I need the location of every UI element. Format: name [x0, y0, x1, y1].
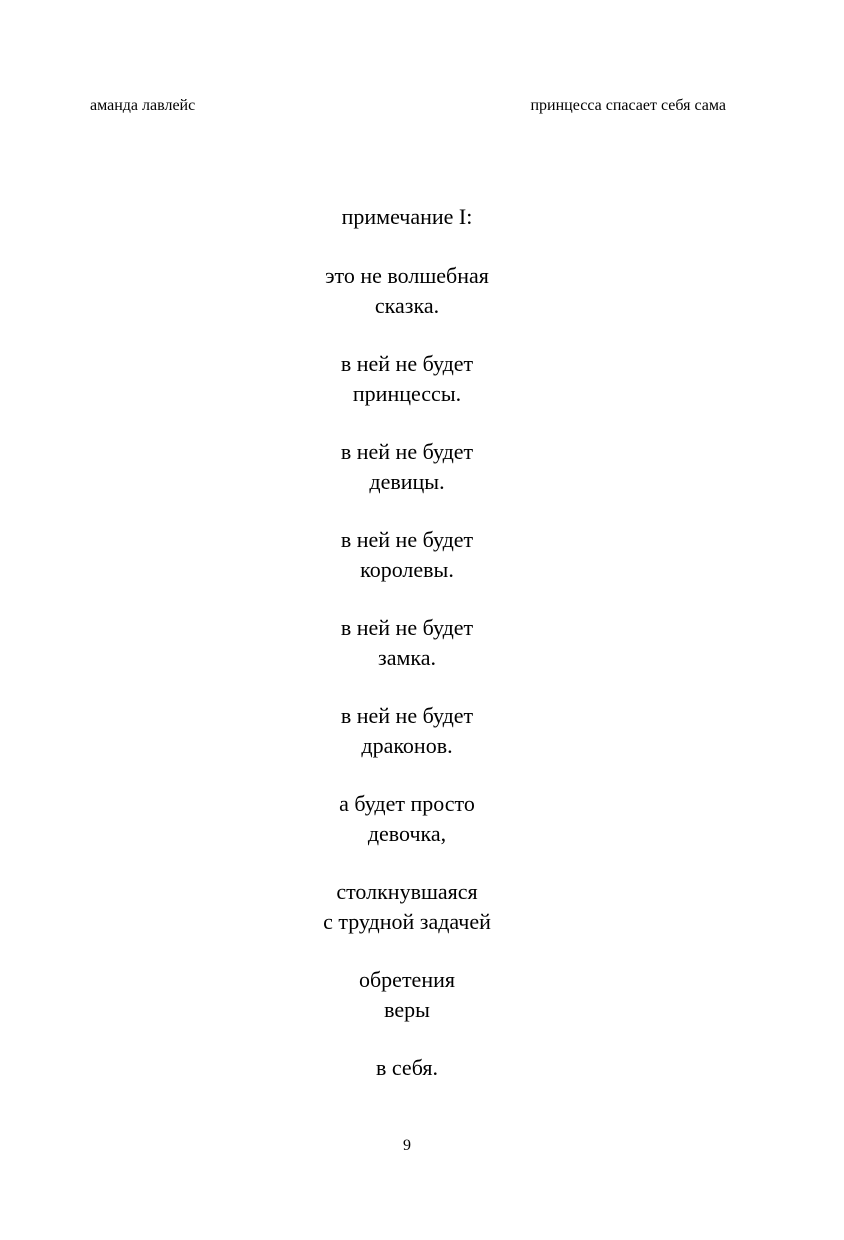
stanza	[0, 437, 814, 496]
poem-line: а будет просто	[339, 791, 475, 816]
stanza	[0, 877, 814, 936]
poem-title: примечание I:	[341, 204, 473, 229]
stanza	[0, 613, 814, 672]
poem-line: веры	[384, 996, 430, 1022]
poem-line: замка.	[378, 644, 436, 670]
poem-line: девочка,	[367, 820, 447, 846]
stanza	[0, 261, 814, 320]
stanza	[0, 701, 814, 760]
poem-line: драконов.	[361, 732, 453, 758]
stanza	[0, 965, 814, 1024]
running-head-author: аманда лавлейс	[90, 97, 196, 114]
poem-line: обретения	[358, 967, 455, 992]
stanza	[0, 525, 814, 584]
poem-line: столкнувшаяся	[336, 879, 478, 904]
poem-line: в ней не будет	[340, 439, 474, 464]
poem-line: принцессы.	[352, 380, 462, 406]
poem	[0, 202, 814, 1112]
poem-line: с трудной задачей	[323, 908, 491, 934]
poem-line: в ней не будет	[340, 527, 474, 552]
poem-line: это не волшебная	[325, 263, 489, 288]
poem-line: в ней не будет	[340, 615, 474, 640]
poem-line: сказка.	[374, 292, 440, 318]
poem-line: королевы.	[360, 556, 454, 582]
running-head-book-title: принцесса спасает себя сама	[530, 97, 726, 114]
poem-line: в ней не будет	[340, 703, 474, 728]
stanza	[0, 1053, 814, 1083]
poem-line: в ней не будет	[340, 351, 474, 376]
stanza	[0, 789, 814, 848]
poem-line: в себя.	[376, 1055, 438, 1080]
poem-line: девицы.	[369, 468, 445, 494]
page-number: 9	[403, 1137, 411, 1154]
stanza	[0, 349, 814, 408]
